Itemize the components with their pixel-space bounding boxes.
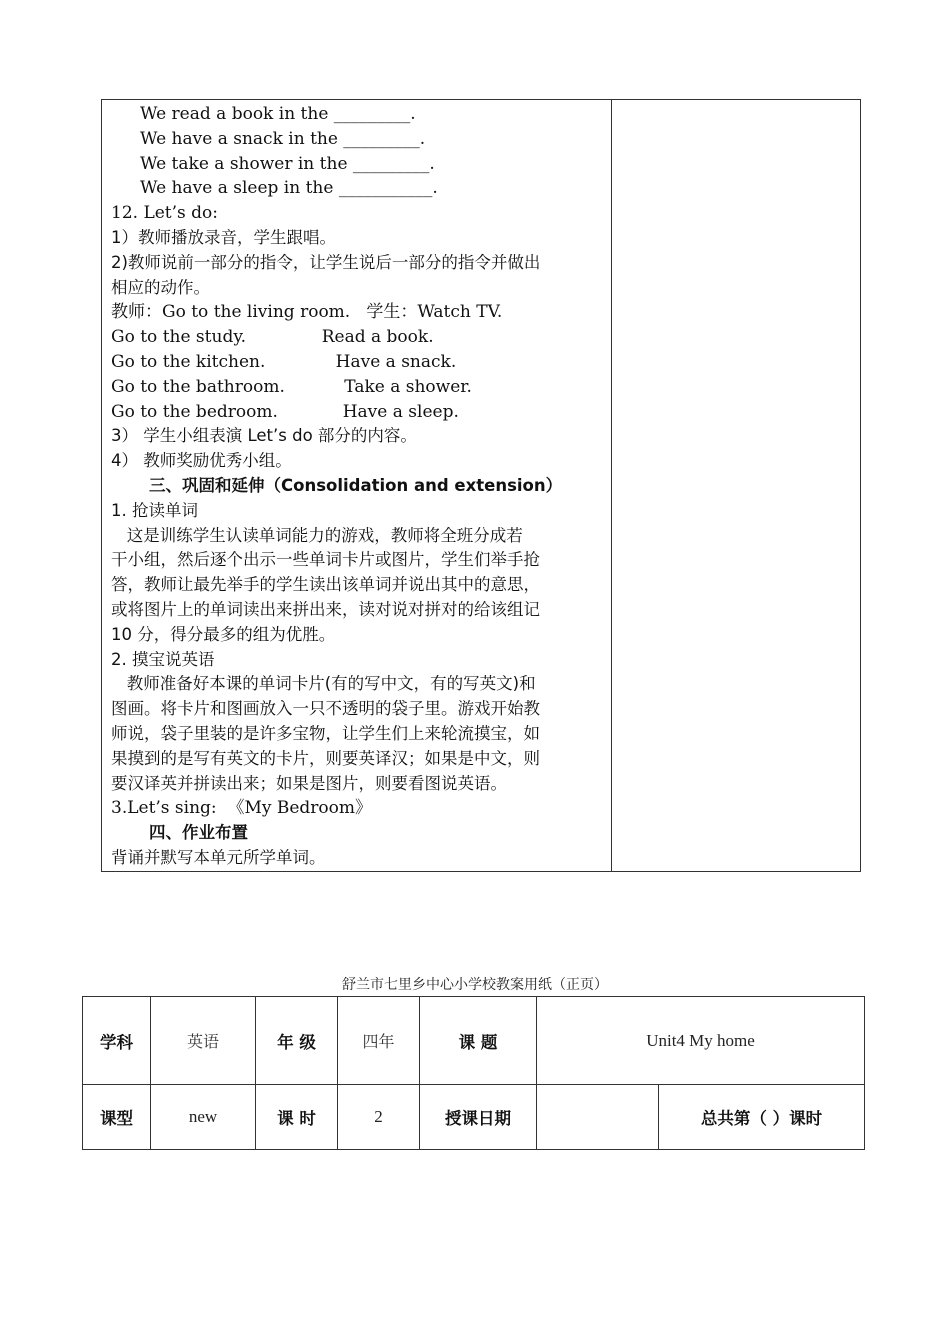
lesson-line: 4） 教师奖励优秀小组。 xyxy=(111,451,292,471)
lesson-info-table xyxy=(82,996,865,1150)
lesson-line: Go to the bathroom. Take a shower. xyxy=(111,376,472,397)
lesson-line: 3） 学生小组表演 Let’s do 部分的内容。 xyxy=(111,426,417,446)
lesson-line: 3.Let’s sing: 《My Bedroom》 xyxy=(111,798,373,819)
lesson-line: 2. 摸宝说英语 xyxy=(111,649,215,669)
type-value: new xyxy=(151,1085,256,1150)
lesson-continuation-table xyxy=(101,99,861,872)
hours-value: 2 xyxy=(338,1085,420,1150)
type-label: 课型 xyxy=(83,1085,151,1150)
lesson-line: 教师：Go to the living room. 学生：Watch TV. xyxy=(111,302,503,323)
lesson-line: 三、巩固和延伸（Consolidation and extension） xyxy=(149,475,563,495)
subject-value: 英语 xyxy=(151,997,256,1085)
lesson-line: 12. Let’s do: xyxy=(111,203,218,224)
notes-cell xyxy=(612,100,860,871)
topic-value: Unit4 My home xyxy=(537,997,865,1085)
lesson-line: 要汉译英并拼读出来；如果是图片，则要看图说英语。 xyxy=(111,773,507,793)
lesson-line: Go to the bedroom. Have a sleep. xyxy=(111,401,459,422)
lesson-line: We have a sleep in the ___________. xyxy=(140,178,438,199)
lesson-line: 图画。将卡片和图画放入一只不透明的袋子里。游戏开始教 xyxy=(111,699,540,719)
lesson-line: Go to the study. Read a book. xyxy=(111,327,434,348)
hours-label: 课 时 xyxy=(256,1085,338,1150)
subject-label: 学科 xyxy=(83,997,151,1085)
lesson-line: 干小组，然后逐个出示一些单词卡片或图片，学生们举手抢 xyxy=(111,550,540,570)
lesson-content-cell xyxy=(102,100,612,871)
lesson-line: 1. 抢读单词 xyxy=(111,500,198,520)
lesson-line: 10 分，得分最多的组为优胜。 xyxy=(111,624,336,644)
lesson-line: We read a book in the _________. xyxy=(140,104,416,124)
lesson-line: Go to the kitchen. Have a snack. xyxy=(111,351,457,372)
lesson-line: 2)教师说前一部分的指令，让学生说后一部分的指令并做出 xyxy=(111,252,541,272)
grade-label: 年 级 xyxy=(256,997,338,1085)
lesson-line: We have a snack in the _________. xyxy=(140,128,426,149)
form-caption: 舒兰市七里乡中心小学校教案用纸（正页） xyxy=(342,977,608,993)
lesson-line: 教师准备好本课的单词卡片(有的写中文，有的写英文)和 xyxy=(111,674,536,694)
total-lessons-label: 总共第（ ）课时 xyxy=(659,1085,865,1150)
lesson-line: 或将图片上的单词读出来拼出来，读对说对拼对的给该组记 xyxy=(111,599,540,619)
lesson-line: 四、作业布置 xyxy=(149,823,248,843)
grade-value: 四年 xyxy=(338,997,420,1085)
date-value xyxy=(537,1085,659,1150)
topic-label: 课 题 xyxy=(420,997,537,1085)
lesson-line: 背诵并默写本单元所学单词。 xyxy=(111,847,326,867)
lesson-line: We take a shower in the _________. xyxy=(140,153,435,174)
date-label: 授课日期 xyxy=(420,1085,537,1150)
lesson-line: 师说，袋子里装的是许多宝物，让学生们上来轮流摸宝，如 xyxy=(111,723,540,743)
lesson-line: 这是训练学生认读单词能力的游戏，教师将全班分成若 xyxy=(111,525,523,545)
lesson-line: 相应的动作。 xyxy=(111,277,210,297)
lesson-line: 果摸到的是写有英文的卡片，则要英译汉；如果是中文，则 xyxy=(111,748,540,768)
lesson-line: 答，教师让最先举手的学生读出该单词并说出其中的意思， xyxy=(111,575,540,595)
lesson-line: 1）教师播放录音，学生跟唱。 xyxy=(111,227,336,247)
